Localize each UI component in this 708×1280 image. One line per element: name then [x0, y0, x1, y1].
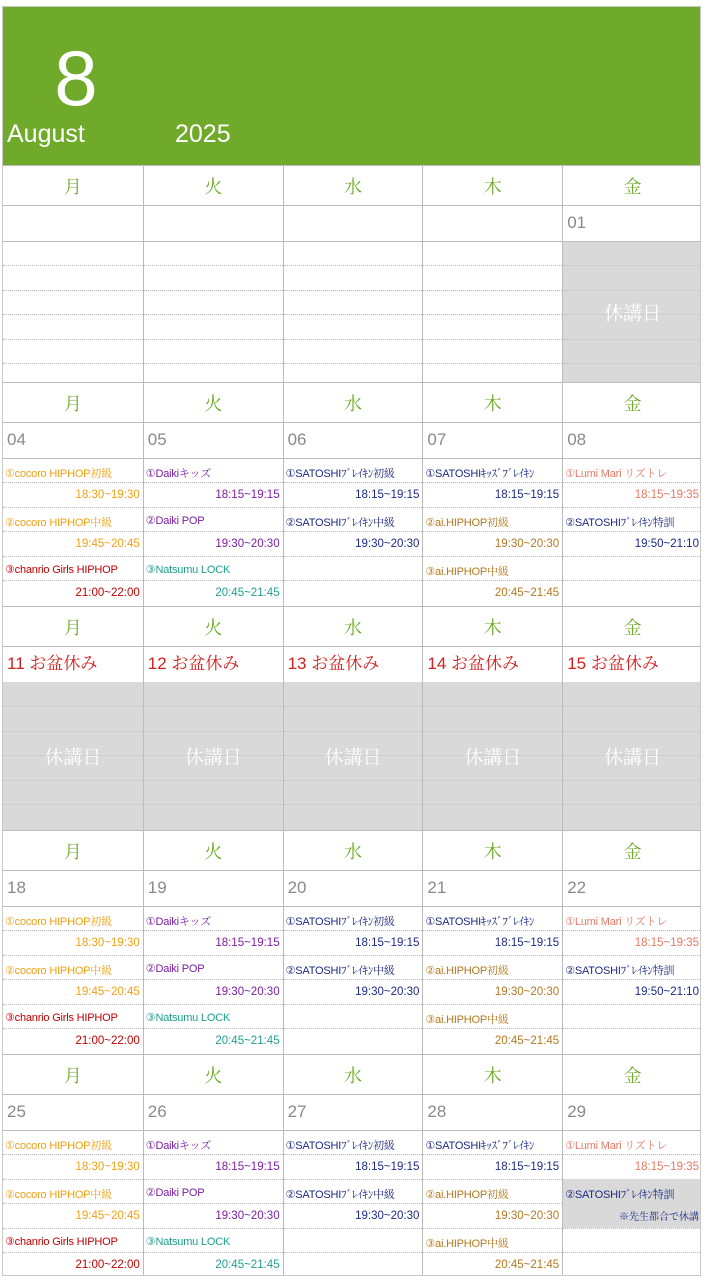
row-divider [284, 1004, 423, 1005]
class-slot [423, 458, 562, 507]
row-divider [563, 804, 701, 805]
closed-label: 休講日 [464, 747, 522, 769]
class-slot [3, 1228, 143, 1276]
class-name: ②SATOSHIﾌﾞﾚｲｷﾝ特訓 [565, 965, 675, 977]
row-divider [3, 265, 143, 266]
weekday-wed: 水 [283, 1055, 423, 1094]
class-time: 19:45~20:45 [75, 1210, 140, 1222]
class-name: ①Lumi Mari リズトレ [565, 916, 668, 928]
week-row [3, 646, 701, 830]
weekday-header-row [3, 1054, 701, 1094]
weekday-tue: 火 [143, 383, 283, 422]
weekday-fri: 金 [562, 831, 701, 870]
row-divider [563, 580, 701, 581]
class-slot [3, 1179, 143, 1228]
closed-label: 休講日 [324, 747, 382, 769]
weekday-mon: 月 [63, 841, 82, 862]
class-slot [284, 458, 423, 507]
row-divider [284, 265, 423, 266]
row-divider [284, 580, 423, 581]
class-slot [3, 556, 143, 605]
day-cell [283, 423, 423, 606]
class-name: ②cocoro HIPHOP中級 [5, 965, 112, 977]
day-number: 29 [567, 1102, 587, 1121]
class-name: ①SATOSHIﾌﾞﾚｲｷﾝ初級 [285, 468, 395, 480]
cell-divider [284, 241, 423, 242]
row-divider [284, 1028, 423, 1029]
class-time: 19:50~21:10 [634, 986, 699, 998]
weekday-mon: 月 [63, 176, 82, 197]
row-divider [563, 265, 701, 266]
row-divider [144, 804, 283, 805]
week-row [3, 870, 701, 1054]
day-cell [562, 423, 701, 606]
day-cell [143, 423, 283, 606]
class-time: 19:30~20:30 [494, 538, 560, 550]
class-time: 18:15~19:15 [215, 489, 280, 501]
class-slot [3, 955, 143, 1004]
day-number: 06 [287, 430, 307, 449]
class-time: 18:15~19:35 [634, 489, 699, 501]
row-divider [3, 314, 143, 315]
day-cell [3, 1095, 143, 1276]
week-row [3, 422, 701, 606]
row-divider [284, 363, 423, 364]
row-divider [563, 290, 701, 291]
weekday-thu: 木 [422, 607, 562, 646]
row-divider [284, 556, 423, 557]
row-divider [3, 339, 143, 340]
row-divider [284, 804, 423, 805]
class-slot [144, 458, 283, 507]
class-time: 18:15~19:15 [215, 1161, 280, 1173]
weekday-thu: 木 [422, 1055, 562, 1094]
day-cell [283, 871, 423, 1054]
row-divider [144, 265, 283, 266]
class-name: ①SATOSHIﾌﾞﾚｲｷﾝ初級 [285, 916, 395, 928]
class-name: ②Daiki POP [145, 515, 205, 527]
class-slot [3, 507, 143, 556]
row-divider [3, 290, 143, 291]
day-cell [422, 1095, 562, 1276]
weekday-header-row [3, 830, 701, 870]
row-divider [423, 731, 562, 732]
day-number: 22 [567, 878, 587, 897]
row-divider [423, 314, 562, 315]
class-slot [144, 906, 283, 955]
class-name: ③Natsumu LOCK [145, 1012, 231, 1024]
day-cell-empty [143, 206, 283, 382]
row-divider [284, 314, 423, 315]
weekday-thu: 木 [422, 383, 562, 422]
year: 2025 [175, 120, 231, 148]
weekday-fri: 金 [562, 383, 701, 422]
class-name: ②cocoro HIPHOP中級 [5, 1189, 112, 1201]
month-name: August [7, 120, 85, 148]
row-divider [144, 755, 283, 756]
class-slot [423, 1228, 562, 1276]
row-divider [284, 780, 423, 781]
day-cell [422, 423, 562, 606]
row-divider [563, 1028, 701, 1029]
class-time: 18:30~19:30 [75, 489, 140, 501]
class-time: 18:15~19:15 [494, 489, 560, 501]
class-name: ③ai.HIPHOP中級 [425, 1238, 509, 1250]
row-divider [423, 339, 562, 340]
closed-block [284, 682, 423, 830]
weekday-thu: 木 [422, 831, 562, 870]
class-name: ②Daiki POP [145, 1187, 205, 1199]
class-time: 19:30~20:30 [355, 986, 420, 998]
class-name: ②SATOSHIﾌﾞﾚｲｷﾝ中級 [285, 517, 395, 529]
class-name: ①Lumi Mari リズトレ [565, 1140, 668, 1152]
class-name: ①Lumi Mari リズトレ [565, 468, 668, 480]
row-divider [423, 755, 562, 756]
day-number: 08 [567, 430, 587, 449]
class-time: 20:45~21:45 [494, 1259, 560, 1271]
closed-label: 休講日 [44, 747, 102, 769]
weekday-tue: 火 [143, 607, 283, 646]
class-time: 20:45~21:45 [494, 1035, 560, 1047]
class-slot [563, 507, 701, 556]
class-slot [144, 507, 283, 556]
class-slot [563, 906, 701, 955]
weekday-fri: 金 [562, 166, 701, 205]
row-divider [284, 755, 423, 756]
class-name: ②ai.HIPHOP初級 [425, 517, 509, 529]
row-divider [144, 290, 283, 291]
day-cell [283, 647, 423, 830]
class-name: ①SATOSHIｷｯｽﾞﾌﾞﾚｲｷﾝ [425, 916, 535, 928]
row-divider [3, 780, 143, 781]
row-divider [284, 290, 423, 291]
row-divider [563, 1252, 701, 1253]
class-slot [144, 1179, 283, 1228]
row-divider [144, 780, 283, 781]
day-number: 05 [147, 430, 167, 449]
class-slot [423, 955, 562, 1004]
day-cell-empty [422, 206, 562, 382]
day-number: 26 [147, 1102, 167, 1121]
row-divider [144, 731, 283, 732]
class-name: ①Daikiキッズ [145, 468, 212, 480]
class-slot [144, 1228, 283, 1276]
calendar [2, 6, 701, 1276]
day-cell [3, 647, 143, 830]
row-divider [423, 706, 562, 707]
row-divider [284, 1228, 423, 1229]
class-time: 19:50~21:10 [634, 538, 699, 550]
row-divider [3, 731, 143, 732]
calendar-header [3, 7, 701, 165]
weekday-header-row [3, 165, 701, 205]
cell-divider [3, 241, 143, 242]
class-slot [144, 556, 283, 605]
class-time: 19:30~20:30 [215, 986, 280, 998]
weekday-wed: 水 [283, 383, 423, 422]
day-cell-empty [283, 206, 423, 382]
closed-block [563, 241, 701, 382]
day-number: 21 [427, 878, 447, 897]
class-name: ①SATOSHIｷｯｽﾞﾌﾞﾚｲｷﾝ [425, 468, 535, 480]
cancellation-note: ※先生都合で休講 [618, 1212, 699, 1223]
day-cell [3, 871, 143, 1054]
row-divider [563, 755, 701, 756]
holiday-label: 14 お盆休み [427, 654, 520, 673]
day-cell [422, 647, 562, 830]
class-slot [423, 507, 562, 556]
class-time: 20:45~21:45 [215, 587, 280, 599]
day-number: 18 [7, 878, 26, 897]
class-slot [3, 458, 143, 507]
row-divider [423, 780, 562, 781]
class-name: ①SATOSHIﾌﾞﾚｲｷﾝ初級 [285, 1140, 395, 1152]
class-name: ③ai.HIPHOP中級 [425, 566, 509, 578]
class-time: 19:30~20:30 [494, 986, 560, 998]
row-divider [3, 706, 143, 707]
class-time: 21:00~22:00 [75, 587, 140, 599]
weekday-header-row [3, 606, 701, 646]
row-divider [144, 706, 283, 707]
weekday-tue: 火 [143, 166, 283, 205]
class-time: 18:15~19:15 [355, 1161, 420, 1173]
class-name: ②SATOSHIﾌﾞﾚｲｷﾝ特訓 [565, 1189, 675, 1201]
row-divider [3, 804, 143, 805]
row-divider [563, 1228, 701, 1229]
class-name: ③Natsumu LOCK [145, 564, 231, 576]
day-number: 25 [7, 1102, 26, 1121]
row-divider [563, 780, 701, 781]
class-time: 20:45~21:45 [215, 1259, 280, 1271]
closed-label: 休講日 [604, 303, 662, 324]
class-time: 18:15~19:15 [355, 489, 420, 501]
class-slot [144, 955, 283, 1004]
class-name: ②ai.HIPHOP初級 [425, 1189, 509, 1201]
day-number: 20 [287, 878, 307, 897]
class-name: ③chanrio Girls HIPHOP [5, 1236, 118, 1248]
row-divider [144, 363, 283, 364]
holiday-label: 11 お盆休み [7, 654, 98, 673]
weekday-thu: 木 [422, 166, 562, 205]
closed-block [144, 682, 283, 830]
class-time: 18:15~19:15 [494, 937, 560, 949]
day-cell [143, 871, 283, 1054]
class-name: ③chanrio Girls HIPHOP [5, 1012, 118, 1024]
class-name: ③ai.HIPHOP中級 [425, 1014, 509, 1026]
day-number: 07 [427, 430, 447, 449]
class-time: 18:15~19:15 [494, 1161, 560, 1173]
week-row [3, 1094, 701, 1276]
class-slot [3, 1004, 143, 1053]
weekday-wed: 水 [283, 831, 423, 870]
class-slot [423, 906, 562, 955]
class-name: ①cocoro HIPHOP初級 [5, 1140, 112, 1152]
class-slot [563, 1130, 701, 1179]
cell-divider [423, 241, 562, 242]
class-time: 18:30~19:30 [75, 937, 140, 949]
day-cell [283, 1095, 423, 1276]
class-slot [423, 1130, 562, 1179]
weekday-tue: 火 [143, 1055, 283, 1094]
weekday-mon: 月 [63, 1065, 82, 1086]
closed-block [423, 682, 562, 830]
class-name: ②SATOSHIﾌﾞﾚｲｷﾝ中級 [285, 965, 395, 977]
day-cell [3, 423, 143, 606]
class-slot [423, 556, 562, 605]
class-slot [144, 1130, 283, 1179]
holiday-label: 15 お盆休み [567, 654, 659, 673]
class-time: 20:45~21:45 [215, 1035, 280, 1047]
class-name: ②cocoro HIPHOP中級 [5, 517, 112, 529]
row-divider [563, 706, 701, 707]
class-slot [563, 1179, 701, 1228]
row-divider [423, 290, 562, 291]
row-divider [563, 314, 701, 315]
class-slot [3, 1130, 143, 1179]
row-divider [144, 314, 283, 315]
day-number: 04 [7, 430, 26, 449]
cell-divider [144, 241, 283, 242]
day-number: 28 [427, 1102, 447, 1121]
weekday-fri: 金 [562, 607, 701, 646]
class-slot [284, 1130, 423, 1179]
day-cell [143, 1095, 283, 1276]
closed-block [563, 682, 701, 830]
class-time: 19:30~20:30 [215, 538, 280, 550]
class-name: ②SATOSHIﾌﾞﾚｲｷﾝ特訓 [565, 517, 675, 529]
class-time: 18:15~19:35 [634, 1161, 699, 1173]
day-cell [562, 871, 701, 1054]
class-name: ①Daikiキッズ [145, 916, 212, 928]
closed-block [3, 682, 143, 830]
class-slot [284, 955, 423, 1004]
class-time: 19:30~20:30 [355, 1210, 420, 1222]
class-name: ②SATOSHIﾌﾞﾚｲｷﾝ中級 [285, 1189, 395, 1201]
class-slot [144, 1004, 283, 1053]
class-slot [563, 458, 701, 507]
class-time: 21:00~22:00 [75, 1259, 140, 1271]
row-divider [563, 1004, 701, 1005]
class-slot [423, 1179, 562, 1228]
holiday-label: 12 お盆休み [147, 654, 240, 673]
class-slot [563, 955, 701, 1004]
week-row [3, 205, 701, 382]
day-cell [143, 647, 283, 830]
class-time: 19:45~20:45 [75, 538, 140, 550]
weekday-tue: 火 [143, 831, 283, 870]
closed-label: 休講日 [604, 747, 662, 769]
row-divider [423, 363, 562, 364]
weekday-mon: 月 [63, 393, 82, 414]
day-cell-empty [3, 206, 143, 382]
row-divider [563, 731, 701, 732]
row-divider [423, 804, 562, 805]
class-time: 18:15~19:15 [215, 937, 280, 949]
day-number: 27 [287, 1102, 307, 1121]
day-number: 19 [147, 878, 167, 897]
holiday-label: 13 お盆休み [287, 654, 380, 673]
class-name: ②ai.HIPHOP初級 [425, 965, 509, 977]
class-slot [284, 1179, 423, 1228]
class-slot [423, 1004, 562, 1053]
class-name: ③Natsumu LOCK [145, 1236, 231, 1248]
row-divider [563, 339, 701, 340]
class-time: 19:45~20:45 [75, 986, 140, 998]
class-time: 21:00~22:00 [75, 1035, 140, 1047]
row-divider [423, 265, 562, 266]
class-name: ①Daikiキッズ [145, 1140, 212, 1152]
class-slot [3, 906, 143, 955]
class-time: 19:30~20:30 [494, 1210, 560, 1222]
row-divider [284, 706, 423, 707]
class-time: 18:30~19:30 [75, 1161, 140, 1173]
row-divider [144, 339, 283, 340]
class-slot [284, 906, 423, 955]
day-cell [562, 1095, 701, 1276]
class-name: ①cocoro HIPHOP初級 [5, 468, 112, 480]
day-cell [562, 647, 701, 830]
weekday-header-row [3, 382, 701, 422]
row-divider [284, 731, 423, 732]
class-time: 18:15~19:35 [634, 937, 699, 949]
class-time: 18:15~19:15 [355, 937, 420, 949]
row-divider [563, 363, 701, 364]
class-name: ②Daiki POP [145, 963, 205, 975]
weekday-mon: 月 [63, 617, 82, 638]
cell-divider [563, 241, 701, 242]
row-divider [563, 556, 701, 557]
month-number: 8 [54, 34, 98, 122]
row-divider [284, 339, 423, 340]
class-time: 19:30~20:30 [355, 538, 420, 550]
class-name: ①SATOSHIｷｯｽﾞﾌﾞﾚｲｷﾝ [425, 1140, 535, 1152]
class-time: 20:45~21:45 [494, 587, 560, 599]
day-number: 01 [567, 213, 587, 232]
row-divider [3, 755, 143, 756]
class-name: ③chanrio Girls HIPHOP [5, 564, 118, 576]
closed-label: 休講日 [184, 747, 242, 769]
weekday-fri: 金 [562, 1055, 701, 1094]
row-divider [3, 363, 143, 364]
weekday-wed: 水 [283, 166, 423, 205]
class-name: ①cocoro HIPHOP初級 [5, 916, 112, 928]
class-slot [284, 507, 423, 556]
row-divider [284, 1252, 423, 1253]
class-time: 19:30~20:30 [215, 1210, 280, 1222]
day-cell [562, 206, 701, 382]
weekday-wed: 水 [283, 607, 423, 646]
day-cell [422, 871, 562, 1054]
